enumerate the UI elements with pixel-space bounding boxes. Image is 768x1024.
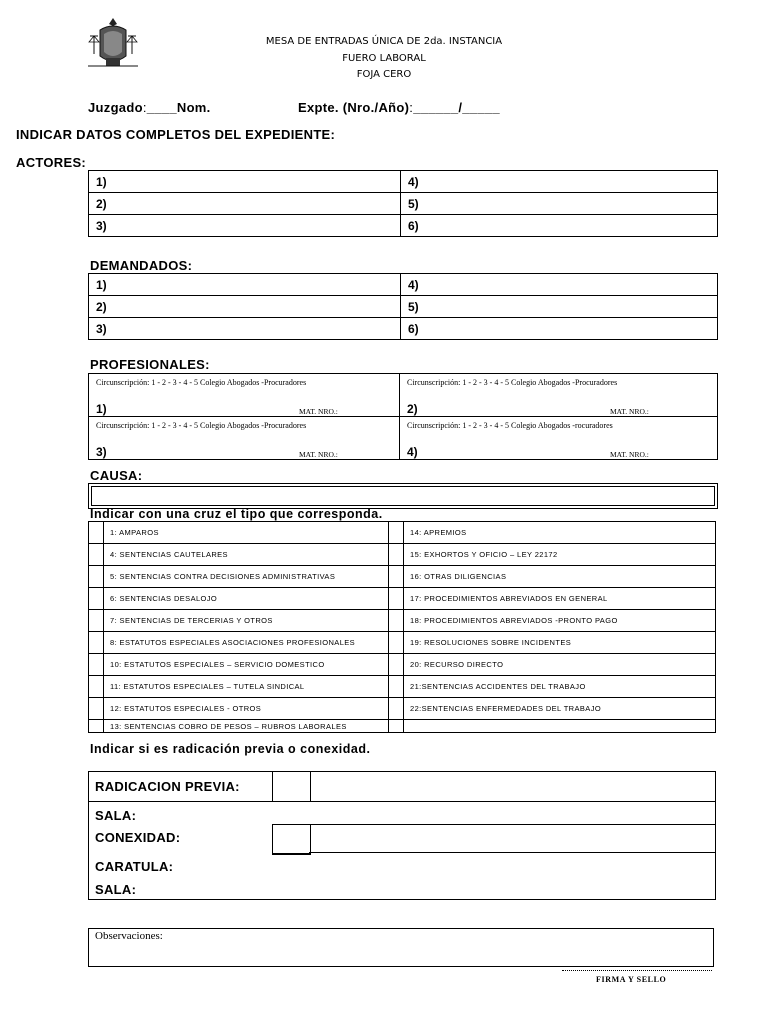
profesionales-table <box>88 373 718 460</box>
tipo-label: 20: RECURSO DIRECTO <box>404 654 716 676</box>
tipo-label <box>404 720 716 733</box>
tipo-checkbox[interactable] <box>89 632 104 654</box>
table-row <box>89 193 718 215</box>
observaciones-label: Observaciones: <box>95 930 163 942</box>
demandados-table <box>88 273 718 340</box>
tipo-label: 15: EXHORTOS Y OFICIO – LEY 22172 <box>404 544 716 566</box>
tipo-label: 13: SENTENCIAS COBRO DE PESOS – RUBROS LABORALES <box>104 720 389 733</box>
profesional-number: 2) <box>407 402 418 416</box>
signature-line <box>562 970 712 971</box>
header-title: MESA DE ENTRADAS ÚNICA DE 2da. INSTANCIA <box>265 36 503 47</box>
observaciones-field[interactable] <box>88 928 714 967</box>
tipo-label: 17: PROCEDIMIENTOS ABREVIADOS EN GENERAL <box>404 588 716 610</box>
radicacion-previa-checkbox[interactable] <box>272 772 311 801</box>
tipo-checkbox[interactable] <box>89 676 104 698</box>
tipo-checkbox[interactable] <box>89 698 104 720</box>
actor-field-1[interactable]: 1) <box>89 171 401 193</box>
tipo-label: 5: SENTENCIAS CONTRA DECISIONES ADMINISTRATIVAS <box>104 566 389 588</box>
tipos-table <box>88 521 716 733</box>
tipo-checkbox[interactable] <box>389 632 404 654</box>
matricula-label: MAT. NRO.: <box>299 450 338 459</box>
table-row <box>89 720 716 733</box>
tipo-checkbox[interactable] <box>89 654 104 676</box>
firma-sello-label: FIRMA Y SELLO <box>596 975 667 984</box>
table-row <box>89 374 718 417</box>
radicacion-box <box>88 771 716 900</box>
tipo-checkbox[interactable] <box>389 544 404 566</box>
matricula-label: MAT. NRO.: <box>610 407 649 416</box>
tipo-checkbox[interactable] <box>89 566 104 588</box>
tipo-checkbox[interactable] <box>89 522 104 544</box>
juzgado-label: Juzgado <box>88 100 143 115</box>
demandado-field-3[interactable]: 3) <box>89 318 401 340</box>
circunscripcion-label: Circunscripción: 1 - 2 - 3 - 4 - 5 Colegio Abogados -Procuradores <box>96 421 307 430</box>
tipo-checkbox[interactable] <box>389 654 404 676</box>
demandados-title: DEMANDADOS: <box>90 258 193 273</box>
table-row <box>89 544 716 566</box>
table-row <box>89 417 718 460</box>
profesional-cell-4[interactable] <box>400 417 718 460</box>
table-row <box>89 610 716 632</box>
tipo-instruction: Indicar con una cruz el tipo que corresponda. <box>90 507 383 521</box>
header-fuero: FUERO LABORAL <box>342 53 426 64</box>
tipo-label: 12: ESTATUTOS ESPECIALES - OTROS <box>104 698 389 720</box>
tipo-checkbox[interactable] <box>389 676 404 698</box>
tipo-label: 6: SENTENCIAS DESALOJO <box>104 588 389 610</box>
header-foja: FOJA CERO <box>356 69 412 80</box>
causa-title: CAUSA: <box>90 468 143 483</box>
conexidad-label: CONEXIDAD: <box>95 830 181 845</box>
tipo-label: 11: ESTATUTOS ESPECIALES – TUTELA SINDICAL <box>104 676 389 698</box>
causa-field[interactable] <box>88 483 718 509</box>
tipo-label: 4: SENTENCIAS CAUTELARES <box>104 544 389 566</box>
table-row <box>89 318 718 340</box>
demandado-field-1[interactable]: 1) <box>89 274 401 296</box>
profesional-number: 4) <box>407 445 418 459</box>
matricula-label: MAT. NRO.: <box>610 450 649 459</box>
table-row <box>89 296 718 318</box>
tipo-label: 14: APREMIOS <box>404 522 716 544</box>
expte-blank[interactable]: ______/_____ <box>413 100 500 115</box>
expte-line <box>298 100 500 115</box>
profesional-cell-3[interactable] <box>89 417 400 460</box>
nom-label: Nom. <box>176 100 211 115</box>
table-row <box>89 676 716 698</box>
tipo-label: 7: SENTENCIAS DE TERCERIAS Y OTROS <box>104 610 389 632</box>
tipo-checkbox[interactable] <box>389 522 404 544</box>
actor-field-3[interactable]: 3) <box>89 215 401 237</box>
juzgado-blank[interactable]: ____ <box>146 100 177 115</box>
profesionales-title: PROFESIONALES: <box>90 357 210 372</box>
expte-colon: : <box>409 100 414 115</box>
actor-field-4[interactable]: 4) <box>401 171 718 193</box>
table-row <box>89 522 716 544</box>
table-row <box>89 274 718 296</box>
conexidad-checkbox[interactable] <box>272 824 311 855</box>
circunscripcion-label: Circunscripción: 1 - 2 - 3 - 4 - 5 Colegio Abogados -rocuradores <box>407 421 613 430</box>
table-row <box>89 588 716 610</box>
actor-field-6[interactable]: 6) <box>401 215 718 237</box>
tipo-label: 16: OTRAS DILIGENCIAS <box>404 566 716 588</box>
profesional-cell-2[interactable] <box>400 374 718 417</box>
tipo-checkbox[interactable] <box>389 566 404 588</box>
causa-inner-field <box>91 486 715 506</box>
table-row <box>89 654 716 676</box>
radicacion-previa-label: RADICACION PREVIA: <box>95 779 240 794</box>
profesional-number: 3) <box>96 445 107 459</box>
tipo-checkbox[interactable] <box>89 544 104 566</box>
tipo-label: 8: ESTATUTOS ESPECIALES ASOCIACIONES PROFESIONALES <box>104 632 389 654</box>
table-row <box>89 566 716 588</box>
profesional-cell-1[interactable] <box>89 374 400 417</box>
tipo-label: 22:SENTENCIAS ENFERMEDADES DEL TRABAJO <box>404 698 716 720</box>
juzgado-line <box>88 100 211 115</box>
actores-title: ACTORES: <box>16 155 87 170</box>
demandado-field-5[interactable]: 5) <box>401 296 718 318</box>
tipo-checkbox[interactable] <box>89 610 104 632</box>
tipo-checkbox[interactable] <box>389 588 404 610</box>
juzgado-colon: : <box>142 100 147 115</box>
table-row <box>89 171 718 193</box>
tipo-checkbox[interactable] <box>389 610 404 632</box>
table-row <box>89 632 716 654</box>
caratula-label: CARATULA: <box>95 859 174 874</box>
demandado-field-4[interactable]: 4) <box>401 274 718 296</box>
tipo-checkbox[interactable] <box>389 720 404 733</box>
actores-table <box>88 170 718 237</box>
actor-field-5[interactable]: 5) <box>401 193 718 215</box>
matricula-label: MAT. NRO.: <box>299 407 338 416</box>
circunscripcion-label: Circunscripción: 1 - 2 - 3 - 4 - 5 Colegio Abogados -Procuradores <box>96 378 307 387</box>
demandado-field-2[interactable]: 2) <box>89 296 401 318</box>
tipo-label: 1: AMPAROS <box>104 522 389 544</box>
table-row <box>89 215 718 237</box>
actor-field-2[interactable]: 2) <box>89 193 401 215</box>
sala-label-1: SALA: <box>95 808 137 823</box>
circunscripcion-label: Circunscripción: 1 - 2 - 3 - 4 - 5 Colegio Abogados -Procuradores <box>407 378 618 387</box>
sala-label-2: SALA: <box>95 882 137 897</box>
tipo-checkbox[interactable] <box>389 698 404 720</box>
tipo-checkbox[interactable] <box>89 720 104 733</box>
profesional-number: 1) <box>96 402 107 416</box>
tipo-label: 21:SENTENCIAS ACCIDENTES DEL TRABAJO <box>404 676 716 698</box>
intro-heading: INDICAR DATOS COMPLETOS DEL EXPEDIENTE: <box>16 127 336 142</box>
demandado-field-6[interactable]: 6) <box>401 318 718 340</box>
table-row <box>89 698 716 720</box>
tipo-checkbox[interactable] <box>89 588 104 610</box>
expte-label: Expte. (Nro./Año) <box>298 100 410 115</box>
tipo-label: 19: RESOLUCIONES SOBRE INCIDENTES <box>404 632 716 654</box>
tipo-label: 10: ESTATUTOS ESPECIALES – SERVICIO DOMESTICO <box>104 654 389 676</box>
radicacion-instruction: Indicar si es radicación previa o conexidad. <box>90 742 371 756</box>
tipo-label: 18: PROCEDIMIENTOS ABREVIADOS -PRONTO PAGO <box>404 610 716 632</box>
